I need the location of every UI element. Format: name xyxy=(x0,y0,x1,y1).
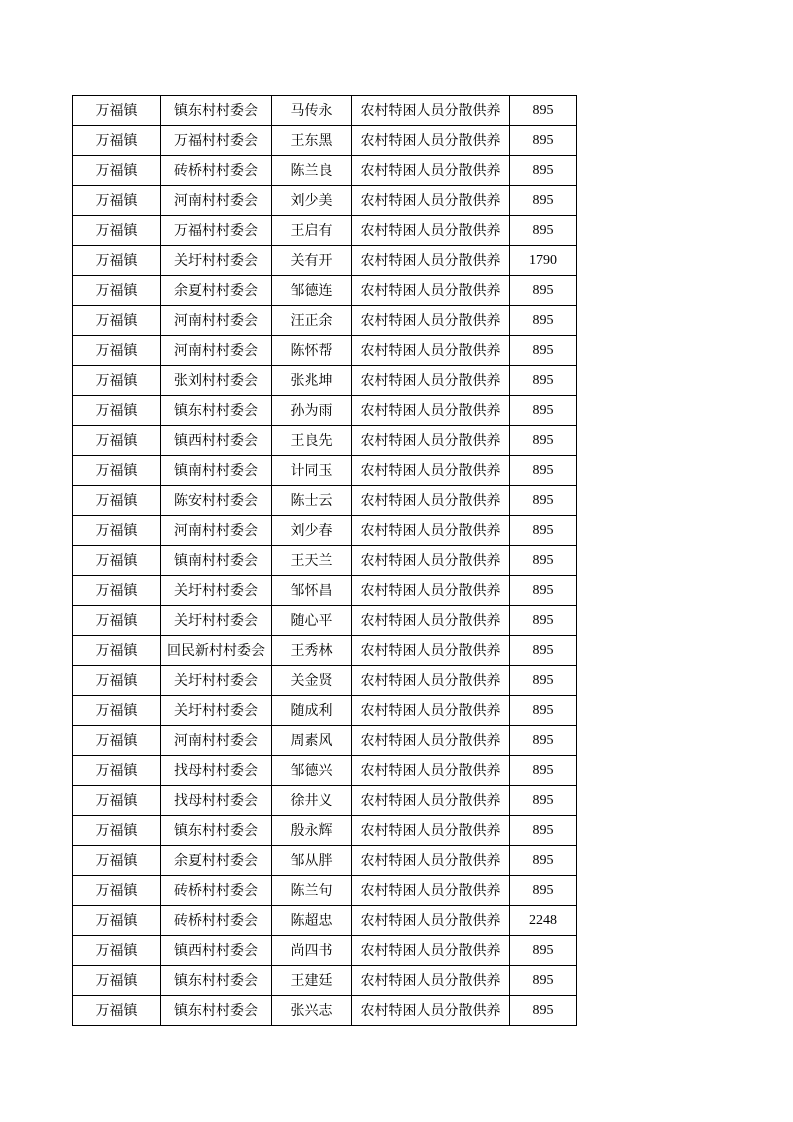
town-cell: 万福镇 xyxy=(73,366,161,396)
town-cell: 万福镇 xyxy=(73,906,161,936)
person-name-cell: 马传永 xyxy=(272,96,352,126)
amount-cell: 895 xyxy=(510,486,577,516)
village-committee-cell: 镇东村村委会 xyxy=(161,966,272,996)
village-committee-cell: 关圩村村委会 xyxy=(161,576,272,606)
table-row xyxy=(73,786,577,816)
village-committee-cell: 镇南村村委会 xyxy=(161,546,272,576)
town-cell: 万福镇 xyxy=(73,486,161,516)
town-cell: 万福镇 xyxy=(73,936,161,966)
relief-category-cell: 农村特困人员分散供养 xyxy=(352,666,510,696)
table-row xyxy=(73,846,577,876)
relief-category-cell: 农村特困人员分散供养 xyxy=(352,936,510,966)
town-cell: 万福镇 xyxy=(73,306,161,336)
amount-cell: 895 xyxy=(510,786,577,816)
table-row xyxy=(73,366,577,396)
amount-cell: 895 xyxy=(510,936,577,966)
table-row xyxy=(73,396,577,426)
person-name-cell: 王建廷 xyxy=(272,966,352,996)
person-name-cell: 刘少春 xyxy=(272,516,352,546)
table-row xyxy=(73,546,577,576)
table-row xyxy=(73,636,577,666)
town-cell: 万福镇 xyxy=(73,276,161,306)
person-name-cell: 计同玉 xyxy=(272,456,352,486)
village-committee-cell: 砖桥村村委会 xyxy=(161,876,272,906)
person-name-cell: 汪正余 xyxy=(272,306,352,336)
relief-category-cell: 农村特困人员分散供养 xyxy=(352,606,510,636)
town-cell: 万福镇 xyxy=(73,606,161,636)
village-committee-cell: 镇东村村委会 xyxy=(161,816,272,846)
village-committee-cell: 陈安村村委会 xyxy=(161,486,272,516)
town-cell: 万福镇 xyxy=(73,156,161,186)
amount-cell: 895 xyxy=(510,396,577,426)
amount-cell: 895 xyxy=(510,366,577,396)
town-cell: 万福镇 xyxy=(73,786,161,816)
relief-category-cell: 农村特困人员分散供养 xyxy=(352,816,510,846)
relief-category-cell: 农村特困人员分散供养 xyxy=(352,216,510,246)
amount-cell: 895 xyxy=(510,726,577,756)
person-name-cell: 徐井义 xyxy=(272,786,352,816)
relief-table-body xyxy=(73,96,577,1026)
relief-category-cell: 农村特困人员分散供养 xyxy=(352,996,510,1026)
person-name-cell: 周素风 xyxy=(272,726,352,756)
person-name-cell: 王天兰 xyxy=(272,546,352,576)
person-name-cell: 随成利 xyxy=(272,696,352,726)
village-committee-cell: 万福村村委会 xyxy=(161,126,272,156)
village-committee-cell: 张刘村村委会 xyxy=(161,366,272,396)
amount-cell: 895 xyxy=(510,96,577,126)
table-row xyxy=(73,756,577,786)
relief-category-cell: 农村特困人员分散供养 xyxy=(352,336,510,366)
village-committee-cell: 余夏村村委会 xyxy=(161,846,272,876)
amount-cell: 895 xyxy=(510,756,577,786)
village-committee-cell: 镇西村村委会 xyxy=(161,426,272,456)
relief-category-cell: 农村特困人员分散供养 xyxy=(352,906,510,936)
town-cell: 万福镇 xyxy=(73,876,161,906)
table-row xyxy=(73,486,577,516)
table-row xyxy=(73,816,577,846)
person-name-cell: 陈兰句 xyxy=(272,876,352,906)
person-name-cell: 邹怀昌 xyxy=(272,576,352,606)
table-row xyxy=(73,426,577,456)
table-row xyxy=(73,336,577,366)
amount-cell: 1790 xyxy=(510,246,577,276)
relief-table xyxy=(72,95,577,1026)
village-committee-cell: 回民新村村委会 xyxy=(161,636,272,666)
person-name-cell: 张兴志 xyxy=(272,996,352,1026)
relief-category-cell: 农村特困人员分散供养 xyxy=(352,486,510,516)
village-committee-cell: 关圩村村委会 xyxy=(161,696,272,726)
amount-cell: 895 xyxy=(510,636,577,666)
relief-category-cell: 农村特困人员分散供养 xyxy=(352,546,510,576)
relief-category-cell: 农村特困人员分散供养 xyxy=(352,786,510,816)
table-row xyxy=(73,876,577,906)
person-name-cell: 殷永辉 xyxy=(272,816,352,846)
amount-cell: 895 xyxy=(510,516,577,546)
town-cell: 万福镇 xyxy=(73,546,161,576)
relief-category-cell: 农村特困人员分散供养 xyxy=(352,576,510,606)
town-cell: 万福镇 xyxy=(73,996,161,1026)
person-name-cell: 王良先 xyxy=(272,426,352,456)
relief-category-cell: 农村特困人员分散供养 xyxy=(352,426,510,456)
person-name-cell: 关金贤 xyxy=(272,666,352,696)
relief-category-cell: 农村特困人员分散供养 xyxy=(352,396,510,426)
village-committee-cell: 砖桥村村委会 xyxy=(161,156,272,186)
village-committee-cell: 镇东村村委会 xyxy=(161,996,272,1026)
village-committee-cell: 找母村村委会 xyxy=(161,756,272,786)
table-row xyxy=(73,276,577,306)
amount-cell: 895 xyxy=(510,456,577,486)
table-row xyxy=(73,516,577,546)
relief-category-cell: 农村特困人员分散供养 xyxy=(352,516,510,546)
town-cell: 万福镇 xyxy=(73,576,161,606)
person-name-cell: 张兆坤 xyxy=(272,366,352,396)
amount-cell: 895 xyxy=(510,846,577,876)
town-cell: 万福镇 xyxy=(73,696,161,726)
village-committee-cell: 万福村村委会 xyxy=(161,216,272,246)
village-committee-cell: 关圩村村委会 xyxy=(161,666,272,696)
relief-category-cell: 农村特困人员分散供养 xyxy=(352,96,510,126)
amount-cell: 895 xyxy=(510,186,577,216)
table-row xyxy=(73,186,577,216)
amount-cell: 2248 xyxy=(510,906,577,936)
town-cell: 万福镇 xyxy=(73,96,161,126)
person-name-cell: 邹德连 xyxy=(272,276,352,306)
table-row xyxy=(73,576,577,606)
amount-cell: 895 xyxy=(510,126,577,156)
relief-category-cell: 农村特困人员分散供养 xyxy=(352,306,510,336)
person-name-cell: 王东黑 xyxy=(272,126,352,156)
town-cell: 万福镇 xyxy=(73,186,161,216)
table-row xyxy=(73,456,577,486)
relief-category-cell: 农村特困人员分散供养 xyxy=(352,636,510,666)
town-cell: 万福镇 xyxy=(73,246,161,276)
town-cell: 万福镇 xyxy=(73,966,161,996)
village-committee-cell: 关圩村村委会 xyxy=(161,246,272,276)
person-name-cell: 陈兰良 xyxy=(272,156,352,186)
person-name-cell: 王启有 xyxy=(272,216,352,246)
village-committee-cell: 河南村村委会 xyxy=(161,726,272,756)
table-row xyxy=(73,156,577,186)
town-cell: 万福镇 xyxy=(73,846,161,876)
table-row xyxy=(73,126,577,156)
table-row xyxy=(73,606,577,636)
town-cell: 万福镇 xyxy=(73,216,161,246)
relief-category-cell: 农村特困人员分散供养 xyxy=(352,876,510,906)
village-committee-cell: 河南村村委会 xyxy=(161,336,272,366)
amount-cell: 895 xyxy=(510,696,577,726)
village-committee-cell: 镇东村村委会 xyxy=(161,96,272,126)
village-committee-cell: 砖桥村村委会 xyxy=(161,906,272,936)
amount-cell: 895 xyxy=(510,336,577,366)
village-committee-cell: 河南村村委会 xyxy=(161,186,272,216)
person-name-cell: 刘少美 xyxy=(272,186,352,216)
town-cell: 万福镇 xyxy=(73,336,161,366)
amount-cell: 895 xyxy=(510,606,577,636)
town-cell: 万福镇 xyxy=(73,726,161,756)
relief-category-cell: 农村特困人员分散供养 xyxy=(352,276,510,306)
table-row xyxy=(73,696,577,726)
amount-cell: 895 xyxy=(510,306,577,336)
amount-cell: 895 xyxy=(510,996,577,1026)
amount-cell: 895 xyxy=(510,666,577,696)
person-name-cell: 尚四书 xyxy=(272,936,352,966)
table-row xyxy=(73,966,577,996)
town-cell: 万福镇 xyxy=(73,396,161,426)
table-row xyxy=(73,246,577,276)
village-committee-cell: 镇东村村委会 xyxy=(161,396,272,426)
amount-cell: 895 xyxy=(510,816,577,846)
amount-cell: 895 xyxy=(510,546,577,576)
relief-category-cell: 农村特困人员分散供养 xyxy=(352,156,510,186)
village-committee-cell: 河南村村委会 xyxy=(161,516,272,546)
relief-category-cell: 农村特困人员分散供养 xyxy=(352,246,510,276)
person-name-cell: 陈怀帮 xyxy=(272,336,352,366)
village-committee-cell: 关圩村村委会 xyxy=(161,606,272,636)
amount-cell: 895 xyxy=(510,966,577,996)
person-name-cell: 随心平 xyxy=(272,606,352,636)
village-committee-cell: 河南村村委会 xyxy=(161,306,272,336)
table-row xyxy=(73,306,577,336)
person-name-cell: 陈士云 xyxy=(272,486,352,516)
village-committee-cell: 余夏村村委会 xyxy=(161,276,272,306)
amount-cell: 895 xyxy=(510,216,577,246)
table-row xyxy=(73,936,577,966)
person-name-cell: 邹德兴 xyxy=(272,756,352,786)
person-name-cell: 陈超忠 xyxy=(272,906,352,936)
table-row xyxy=(73,96,577,126)
town-cell: 万福镇 xyxy=(73,636,161,666)
relief-category-cell: 农村特困人员分散供养 xyxy=(352,966,510,996)
town-cell: 万福镇 xyxy=(73,516,161,546)
amount-cell: 895 xyxy=(510,276,577,306)
town-cell: 万福镇 xyxy=(73,456,161,486)
person-name-cell: 邹从胖 xyxy=(272,846,352,876)
person-name-cell: 关有开 xyxy=(272,246,352,276)
relief-category-cell: 农村特困人员分散供养 xyxy=(352,726,510,756)
village-committee-cell: 镇西村村委会 xyxy=(161,936,272,966)
relief-category-cell: 农村特困人员分散供养 xyxy=(352,756,510,786)
village-committee-cell: 找母村村委会 xyxy=(161,786,272,816)
amount-cell: 895 xyxy=(510,426,577,456)
table-row xyxy=(73,906,577,936)
relief-category-cell: 农村特困人员分散供养 xyxy=(352,456,510,486)
relief-category-cell: 农村特困人员分散供养 xyxy=(352,696,510,726)
relief-category-cell: 农村特困人员分散供养 xyxy=(352,366,510,396)
amount-cell: 895 xyxy=(510,156,577,186)
relief-category-cell: 农村特困人员分散供养 xyxy=(352,186,510,216)
person-name-cell: 王秀林 xyxy=(272,636,352,666)
town-cell: 万福镇 xyxy=(73,816,161,846)
table-row xyxy=(73,216,577,246)
town-cell: 万福镇 xyxy=(73,666,161,696)
town-cell: 万福镇 xyxy=(73,756,161,786)
table-row xyxy=(73,666,577,696)
amount-cell: 895 xyxy=(510,876,577,906)
relief-category-cell: 农村特困人员分散供养 xyxy=(352,846,510,876)
town-cell: 万福镇 xyxy=(73,426,161,456)
amount-cell: 895 xyxy=(510,576,577,606)
table-row xyxy=(73,726,577,756)
relief-category-cell: 农村特困人员分散供养 xyxy=(352,126,510,156)
person-name-cell: 孙为雨 xyxy=(272,396,352,426)
town-cell: 万福镇 xyxy=(73,126,161,156)
village-committee-cell: 镇南村村委会 xyxy=(161,456,272,486)
table-row xyxy=(73,996,577,1026)
